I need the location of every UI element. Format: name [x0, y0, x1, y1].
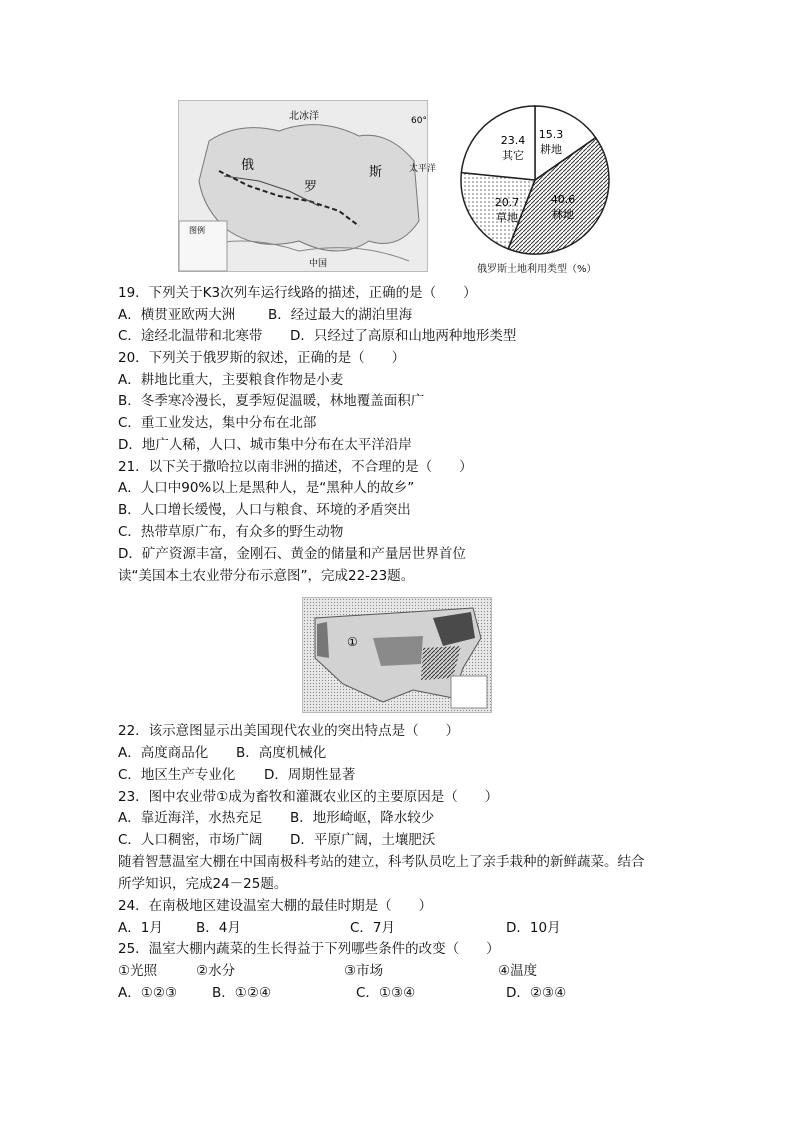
- q19-option-b: B．经过最大的湖泊里海: [268, 307, 413, 323]
- q25-option-d: D．②③④: [506, 985, 567, 1001]
- q23-option-d: D．平原广阔，土壤肥沃: [290, 832, 436, 848]
- pacific-ocean-label: 太平洋: [409, 164, 437, 174]
- intro-22-23: 读“美国本土农业带分布示意图”，完成22-23题。: [118, 568, 415, 584]
- pie-caption: 俄罗斯土地利用类型（%）: [477, 264, 597, 275]
- q21-option-d: D．矿产资源丰富，金刚石、黄金的储量和产量居世界首位: [118, 546, 466, 562]
- q22-option-c: C．地区生产专业化: [118, 767, 236, 783]
- legend-title: 图例: [189, 226, 205, 235]
- q24-option-a: A．1月: [118, 920, 163, 936]
- china-label: 中国: [309, 259, 328, 269]
- slice-label-other-value: 23.4: [500, 134, 526, 147]
- q19-option-c: C．途经北温带和北寒带: [118, 328, 263, 344]
- q24-option-d: D．10月: [506, 920, 561, 936]
- q23-option-a: A．靠近海洋，水热充足: [118, 810, 263, 826]
- q22-option-b: B．高度机械化: [236, 745, 327, 761]
- q22-option-d: D．周期性显著: [264, 767, 356, 783]
- question-20: 20．下列关于俄罗斯的叙述，正确的是（ ）: [118, 350, 406, 366]
- q21-option-a: A．人口中90%以上是黑种人，是“黑种人的故乡”: [118, 480, 415, 496]
- slice-label-forest-name: 林地: [552, 208, 574, 221]
- russia-label-3: 斯: [369, 165, 383, 180]
- q23-option-b: B．地形崎岖，降水较少: [290, 810, 435, 826]
- question-21: 21．以下关于撒哈拉以南非洲的描述，不合理的是（ ）: [118, 459, 473, 475]
- question-25: 25．温室大棚内蔬菜的生长得益于下列哪些条件的改变（ ）: [118, 941, 500, 957]
- russia-label-2: 罗: [304, 180, 318, 195]
- q20-option-d: D．地广人稀，人口、城市集中分布在太平洋沿岸: [118, 437, 412, 453]
- q23-option-c: C．人口稠密，市场广阔: [118, 832, 263, 848]
- question-19: 19．下列关于K3次列车运行线路的描述，正确的是（ ）: [118, 285, 477, 301]
- q25-item-4: ④温度: [498, 963, 538, 979]
- q21-option-c: C．热带草原广布，有众多的野生动物: [118, 524, 344, 540]
- slice-label-cropland-name: 耕地: [540, 143, 562, 156]
- intro-24-25-line1: 随着智慧温室大棚在中国南极科考站的建立，科考队员吃上了亲手栽种的新鲜蔬菜。结合: [118, 854, 645, 870]
- slice-label-cropland-value: 15.3: [538, 128, 564, 141]
- slice-label-grassland-name: 草地: [496, 211, 518, 224]
- russia-label-1: 俄: [241, 158, 255, 173]
- slice-label-forest-value: 40.6: [550, 193, 576, 206]
- q24-option-c: C．7月: [350, 920, 396, 936]
- q25-option-b: B．①②④: [212, 985, 272, 1001]
- q20-option-c: C．重工业发达，集中分布在北部: [118, 415, 317, 431]
- q20-option-b: B．冬季寒冷漫长，夏季短促温暖，林地覆盖面积广: [118, 393, 425, 409]
- q21-option-b: B．人口增长缓慢，人口与粮食、环境的矛盾突出: [118, 502, 411, 518]
- north-ocean-label: 北冰洋: [289, 111, 319, 122]
- latitude-label: 60°: [411, 116, 427, 126]
- russia-route-map: [178, 100, 437, 272]
- q19-option-d: D．只经过了高原和山地两种地形类型: [290, 328, 517, 344]
- q25-option-a: A．①②③: [118, 985, 178, 1001]
- question-24: 24．在南极地区建设温室大棚的最佳时期是（ ）: [118, 898, 433, 914]
- region-1-label: ①: [347, 635, 358, 649]
- q25-option-c: C．①③④: [356, 985, 416, 1001]
- question-23: 23．图中农业带①成为畜牧和灌溉农业区的主要原因是（ ）: [118, 789, 499, 805]
- q24-option-b: B．4月: [196, 920, 241, 936]
- q25-item-2: ②水分: [196, 963, 236, 979]
- q19-option-a: A．横贯亚欧两大洲: [118, 307, 236, 323]
- question-22: 22．该示意图显示出美国现代农业的突出特点是（ ）: [118, 723, 460, 739]
- q25-item-3: ③市场: [344, 963, 384, 979]
- slice-label-other-name: 其它: [502, 149, 524, 162]
- slice-label-grassland-value: 20.7: [494, 196, 520, 209]
- q25-item-1: ①光照: [118, 963, 158, 979]
- intro-24-25-line2: 所学知识，完成24－25题。: [118, 876, 288, 892]
- land-use-pie-chart: [455, 100, 625, 282]
- q20-option-a: A．耕地比重大，主要粮食作物是小麦: [118, 372, 344, 388]
- q22-option-a: A．高度商品化: [118, 745, 209, 761]
- us-agriculture-map: [302, 597, 492, 713]
